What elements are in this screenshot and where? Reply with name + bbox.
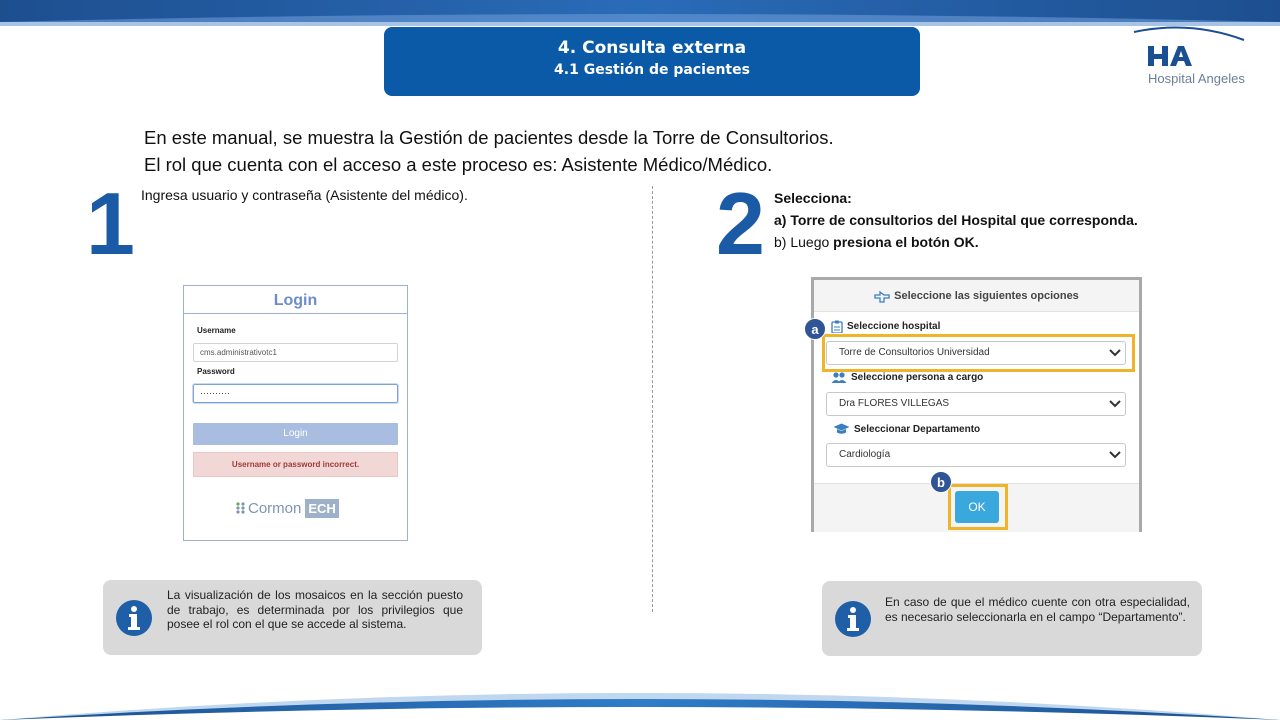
login-card [183, 285, 408, 541]
department-select[interactable] [826, 443, 1126, 467]
clipboard-icon [831, 320, 843, 333]
step-1-text: Ingresa usuario y contraseña (Asistente del médico). [141, 187, 468, 203]
hospital-select-value: Torre de Consultorios Universidad [839, 347, 990, 358]
info-icon [115, 599, 153, 637]
step-number-1: 1 [86, 174, 135, 273]
chevron-down-icon [1109, 450, 1121, 460]
login-error-message: Username or password incorrect. [193, 452, 398, 477]
info-note-2-text: En caso de que el médico cuente con otra especialidad, es necesario seleccionarla en el campo “Departamento”. [885, 595, 1190, 624]
badge-a: a [804, 318, 826, 340]
page-title: 4. Consulta externa [557, 38, 747, 58]
users-icon [831, 371, 847, 384]
column-divider [652, 186, 653, 612]
login-title: Login [273, 292, 318, 309]
options-header [814, 280, 1139, 312]
department-label [833, 423, 980, 435]
info-note-1 [103, 580, 482, 655]
password-input[interactable]: ·········· [193, 384, 398, 403]
chevron-down-icon [1109, 399, 1121, 409]
person-label-text: Seleccione persona a cargo [851, 372, 984, 383]
title-banner [384, 27, 920, 96]
brand-dots-icon [236, 502, 246, 514]
cormon-ech-brand [236, 498, 339, 518]
page-subtitle: 4.1 Gestión de pacientes [554, 62, 750, 78]
ok-button[interactable]: OK [955, 491, 999, 523]
intro-text [144, 124, 834, 178]
person-label [831, 371, 983, 384]
login-title-divider [184, 313, 407, 314]
step-2-line-1: Selecciona: [774, 190, 852, 206]
person-select[interactable] [826, 392, 1126, 416]
intro-line-1: En este manual, se muestra la Gestión de pacientes desde la Torre de Consultorios. [144, 127, 834, 148]
hospital-label-text: Seleccione hospital [847, 321, 941, 332]
hospital-label [831, 320, 940, 333]
info-icon [834, 600, 872, 638]
department-label-text: Seleccionar Departamento [854, 423, 981, 435]
step-2-line-3-bold: presiona el botón OK. [833, 234, 979, 250]
brand-cormon-text: Cormon [248, 499, 302, 517]
password-label: Password [197, 367, 235, 376]
info-note-2 [822, 581, 1202, 656]
graduation-cap-icon [833, 423, 850, 435]
step-2-line-3-prefix: b) Luego [774, 234, 834, 250]
logo-text: Hospital Angeles [1148, 71, 1245, 86]
badge-b: b [930, 471, 952, 493]
step-2-text [774, 187, 1138, 253]
brand-ech-text: ECH [305, 499, 338, 518]
info-note-1-text: La visualización de los mosaicos en la sección puesto de trabajo, es determinada por los privilegios que posee el rol con el que se accede al sistema. [167, 588, 463, 631]
top-decorative-band [0, 0, 1280, 26]
login-button[interactable]: Login [193, 423, 398, 445]
department-select-value: Cardiología [839, 449, 891, 460]
person-select-value: Dra FLORES VILLEGAS [839, 398, 950, 409]
username-input[interactable]: cms.administrativotc1 [193, 343, 398, 362]
highlight-hospital-select [822, 334, 1135, 372]
options-header-text: Seleccione las siguientes opciones [894, 290, 1079, 302]
pointing-hand-icon [874, 289, 890, 303]
intro-line-2: El rol que cuenta con el acceso a este proceso es: Asistente Médico/Médico. [144, 154, 773, 175]
step-2-line-2: a) Torre de consultorios del Hospital que corresponda. [774, 212, 1138, 228]
bottom-decorative-swoosh [0, 670, 1280, 720]
username-label: Username [197, 326, 236, 335]
step-number-2: 2 [716, 174, 765, 273]
